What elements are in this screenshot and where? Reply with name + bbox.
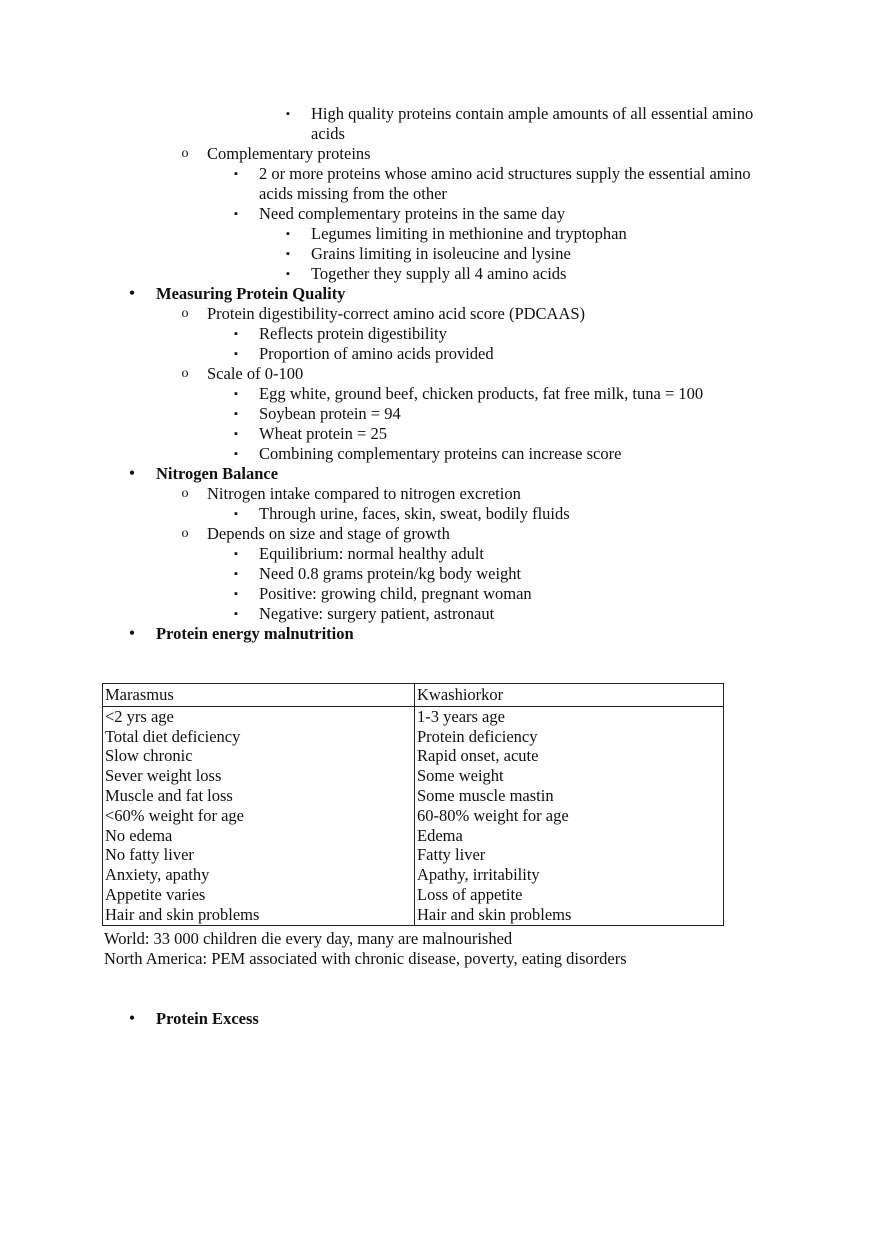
table-row: [103, 746, 724, 766]
square-bullet-icon: ▪: [234, 508, 238, 520]
section-heading: Measuring Protein Quality: [156, 284, 346, 303]
section-heading: Nitrogen Balance: [156, 464, 279, 483]
square-bullet-icon: ▪: [234, 448, 238, 460]
circle-bullet-icon: o: [181, 486, 189, 501]
table-row: [103, 706, 724, 726]
outline-item: Together they supply all 4 amino acids: [311, 264, 567, 283]
bullet-icon: •: [128, 463, 136, 483]
table-row: [103, 786, 724, 806]
circle-bullet-icon: o: [181, 366, 189, 381]
square-bullet-icon: ▪: [234, 348, 238, 360]
table-cell: Anxiety, apathy: [103, 865, 415, 885]
table-row: [103, 885, 724, 905]
table-cell: Rapid onset, acute: [415, 746, 724, 766]
table-cell: 1-3 years age: [415, 706, 724, 726]
square-bullet-icon: ▪: [234, 588, 238, 600]
outline-item: Grains limiting in isoleucine and lysine: [311, 244, 571, 263]
table-row: [103, 826, 724, 846]
table-cell: Hair and skin problems: [103, 905, 415, 925]
outline-item: Soybean protein = 94: [259, 404, 401, 423]
table-cell: <60% weight for age: [103, 806, 415, 826]
table-cell: Apathy, irritability: [415, 865, 724, 885]
note-world: World: 33 000 children die every day, many are malnourished: [104, 929, 513, 948]
section-heading: Protein energy malnutrition: [156, 624, 354, 643]
outline-item: Need 0.8 grams protein/kg body weight: [259, 564, 522, 583]
table-cell: Total diet deficiency: [103, 727, 415, 747]
square-bullet-icon: ▪: [234, 548, 238, 560]
square-bullet-icon: ▪: [234, 328, 238, 340]
square-bullet-icon: ▪: [234, 168, 238, 180]
outline-item: Reflects protein digestibility: [259, 324, 447, 343]
square-bullet-icon: ▪: [286, 228, 290, 240]
outline-item-continued: acids: [311, 124, 345, 143]
table-cell: Appetite varies: [103, 885, 415, 905]
square-bullet-icon: ▪: [234, 208, 238, 220]
table-cell: Muscle and fat loss: [103, 786, 415, 806]
table-row: [103, 766, 724, 786]
outline-item: Proportion of amino acids provided: [259, 344, 494, 363]
outline-item: Depends on size and stage of growth: [207, 524, 450, 543]
table-row: [103, 806, 724, 826]
table-cell: Edema: [415, 826, 724, 846]
outline-item: Positive: growing child, pregnant woman: [259, 584, 532, 603]
table-row: [103, 845, 724, 865]
outline-item: Need complementary proteins in the same day: [259, 204, 566, 223]
outline-item: Combining complementary proteins can increase score: [259, 444, 622, 463]
outline-item: High quality proteins contain ample amounts of all essential amino: [311, 104, 754, 123]
square-bullet-icon: ▪: [234, 608, 238, 620]
outline-item: Legumes limiting in methionine and tryptophan: [311, 224, 627, 243]
section-heading: Protein Excess: [156, 1009, 259, 1028]
outline-item: Negative: surgery patient, astronaut: [259, 604, 495, 623]
note-north-america: North America: PEM associated with chronic disease, poverty, eating disorders: [104, 949, 627, 968]
outline-item: Equilibrium: normal healthy adult: [259, 544, 484, 563]
square-bullet-icon: ▪: [234, 428, 238, 440]
table-cell: <2 yrs age: [103, 706, 415, 726]
bullet-icon: •: [128, 1008, 136, 1028]
column-header-kwashiorkor: Kwashiorkor: [415, 684, 724, 707]
table-cell: No fatty liver: [103, 845, 415, 865]
square-bullet-icon: ▪: [234, 408, 238, 420]
table-cell: Protein deficiency: [415, 727, 724, 747]
table-header-row: [103, 684, 724, 707]
table-row: [103, 905, 724, 925]
column-header-marasmus: Marasmus: [103, 684, 415, 707]
circle-bullet-icon: o: [181, 306, 189, 321]
table-cell: Loss of appetite: [415, 885, 724, 905]
square-bullet-icon: ▪: [234, 568, 238, 580]
table-cell: Hair and skin problems: [415, 905, 724, 925]
bullet-icon: •: [128, 623, 136, 643]
table-row: [103, 727, 724, 747]
table-cell: 60-80% weight for age: [415, 806, 724, 826]
circle-bullet-icon: o: [181, 526, 189, 541]
square-bullet-icon: ▪: [234, 388, 238, 400]
table-cell: Sever weight loss: [103, 766, 415, 786]
outline-item: 2 or more proteins whose amino acid structures supply the essential amino: [259, 164, 751, 183]
table-cell: Some muscle mastin: [415, 786, 724, 806]
bullet-icon: •: [128, 283, 136, 303]
outline-item: Nitrogen intake compared to nitrogen excretion: [207, 484, 521, 503]
outline-item: Through urine, faces, skin, sweat, bodily fluids: [259, 504, 570, 523]
table-cell: No edema: [103, 826, 415, 846]
circle-bullet-icon: o: [181, 146, 189, 161]
pem-comparison-table: [102, 683, 724, 926]
table-cell: Slow chronic: [103, 746, 415, 766]
table-cell: Some weight: [415, 766, 724, 786]
outline-item: Scale of 0-100: [207, 364, 304, 383]
square-bullet-icon: ▪: [286, 248, 290, 260]
square-bullet-icon: ▪: [286, 268, 290, 280]
outline-item: Protein digestibility-correct amino acid score (PDCAAS): [207, 304, 586, 323]
square-bullet-icon: ▪: [286, 108, 290, 120]
outline-item: Egg white, ground beef, chicken products, fat free milk, tuna = 100: [259, 384, 704, 403]
outline-item: Wheat protein = 25: [259, 424, 387, 443]
outline-item: Complementary proteins: [207, 144, 371, 163]
table-row: [103, 865, 724, 885]
outline-item-continued: acids missing from the other: [259, 184, 447, 203]
table-cell: Fatty liver: [415, 845, 724, 865]
